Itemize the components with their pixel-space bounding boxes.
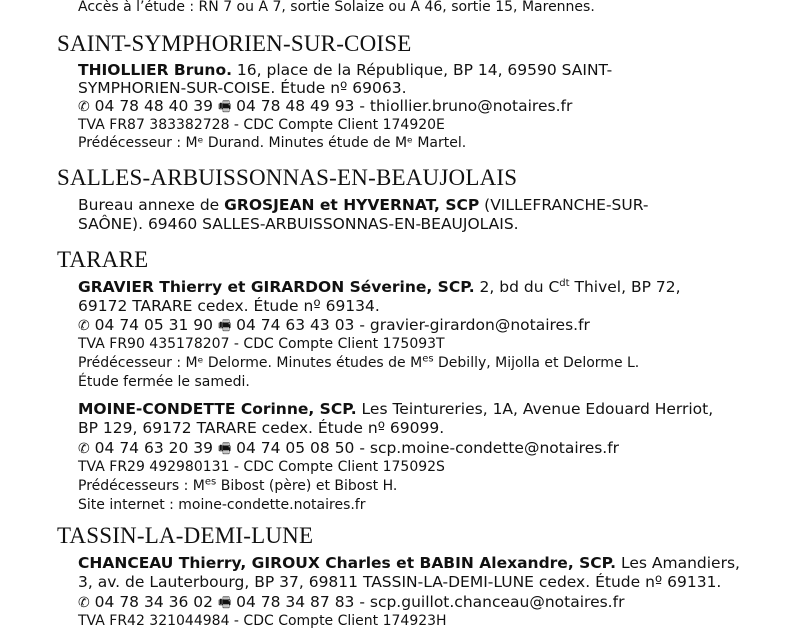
phone-icon: ✆ (78, 99, 90, 115)
email: - gravier-girardon@notaires.fr (354, 316, 590, 334)
notary-name: GROSJEAN et HYVERNAT, SCP (224, 196, 480, 214)
entry-line (78, 278, 681, 296)
notary-name: THIOLLIER Bruno. (78, 61, 232, 79)
address-line: BP 129, 69172 TARARE cedex. Étude nº 69099. (78, 419, 445, 437)
fax-icon: 🖷 (217, 595, 232, 611)
predecessor-line (78, 477, 397, 495)
notary-name: MOINE-CONDETTE Corinne, SCP. (78, 400, 357, 418)
note-line: Étude fermée le samedi. (78, 374, 250, 390)
address-sup: dt (559, 277, 570, 289)
fax-number: 04 78 34 87 83 (236, 593, 355, 611)
phone-number: 04 78 48 40 39 (94, 97, 213, 115)
address-line: SAÔNE). 69460 SALLES-ARBUISSONNAS-EN-BEAUJOLAIS. (78, 215, 519, 233)
annex-prefix: Bureau annexe de (78, 196, 225, 214)
address-part: 2, bd du C (474, 278, 560, 296)
address-line: (VILLEFRANCHE-SUR- (479, 196, 649, 214)
email: - thiollier.bruno@notaires.fr (354, 97, 573, 115)
fax-number: 04 74 05 08 50 (236, 439, 355, 457)
address-line: SYMPHORIEN-SUR-COISE. Étude nº 69063. (78, 79, 407, 97)
address-line: Les Amandiers, (616, 554, 740, 572)
contact-line (78, 97, 572, 116)
fax-number: 04 74 63 43 03 (236, 316, 355, 334)
notary-name: CHANCEAU Thierry, GIROUX Charles et BABIN Alexandre, SCP. (78, 554, 617, 572)
website-line: Site internet : moine-condette.notaires.fr (78, 497, 366, 513)
access-note: Accès à l’étude : RN 7 ou A 7, sortie Solaize ou A 46, sortie 15, Marennes. (78, 0, 595, 15)
tva-line: TVA FR90 435178207 - CDC Compte Client 175093T (78, 336, 445, 352)
predecessor-part: Prédécesseurs : M (78, 478, 205, 494)
phone-number: 04 78 34 36 02 (94, 593, 213, 611)
phone-number: 04 74 63 20 39 (94, 439, 213, 457)
address-line: 69172 TARARE cedex. Étude nº 69134. (78, 297, 380, 315)
contact-line (78, 593, 624, 612)
contact-line (78, 439, 619, 458)
fax-number: 04 78 48 49 93 (236, 97, 355, 115)
city-heading: TARARE (57, 247, 149, 272)
address-line: 3, av. de Lauterbourg, BP 37, 69811 TASSIN-LA-DEMI-LUNE cedex. Étude nº 69131. (78, 573, 722, 591)
address-part: Thivel, BP 72, (569, 278, 681, 296)
address-line: 16, place de la République, BP 14, 69590 SAINT- (232, 61, 613, 79)
predecessor-part: Debilly, Mijolla et Delorme L. (433, 355, 640, 371)
fax-icon: 🖷 (217, 318, 232, 334)
phone-icon: ✆ (78, 441, 90, 457)
fax-icon: 🖷 (217, 441, 232, 457)
tva-line: TVA FR29 492980131 - CDC Compte Client 175092S (78, 459, 445, 475)
city-heading: SALLES-ARBUISSONNAS-EN-BEAUJOLAIS (57, 165, 518, 190)
phone-icon: ✆ (78, 595, 90, 611)
predecessor-sup: es (422, 353, 434, 365)
notary-name: GRAVIER Thierry et GIRARDON Séverine, SCP. (78, 278, 475, 296)
phone-icon: ✆ (78, 318, 90, 334)
predecessor-line: Prédécesseur : Mᵉ Durand. Minutes étude de Mᵉ Martel. (78, 135, 467, 151)
city-heading: SAINT-SYMPHORIEN-SUR-COISE (57, 31, 412, 56)
predecessor-part: Prédécesseur : Mᵉ Delorme. Minutes études de M (78, 355, 423, 371)
entry-line (78, 61, 612, 79)
predecessor-part: Bibost (père) et Bibost H. (216, 478, 398, 494)
contact-line (78, 316, 590, 335)
predecessor-line (78, 354, 639, 372)
address-line: Les Teintureries, 1A, Avenue Edouard Herriot, (356, 400, 714, 418)
tva-line: TVA FR87 383382728 - CDC Compte Client 174920E (78, 117, 445, 133)
predecessor-sup: es (204, 476, 217, 488)
fax-icon: 🖷 (217, 99, 232, 115)
email: - scp.guillot.chanceau@notaires.fr (354, 593, 625, 611)
phone-number: 04 74 05 31 90 (94, 316, 213, 334)
city-heading: TASSIN-LA-DEMI-LUNE (57, 523, 314, 548)
email: - scp.moine-condette@notaires.fr (354, 439, 620, 457)
entry-line (78, 554, 740, 572)
entry-line (78, 196, 648, 214)
tva-line: TVA FR42 321044984 - CDC Compte Client 174923H (78, 613, 447, 629)
entry-line (78, 400, 713, 418)
